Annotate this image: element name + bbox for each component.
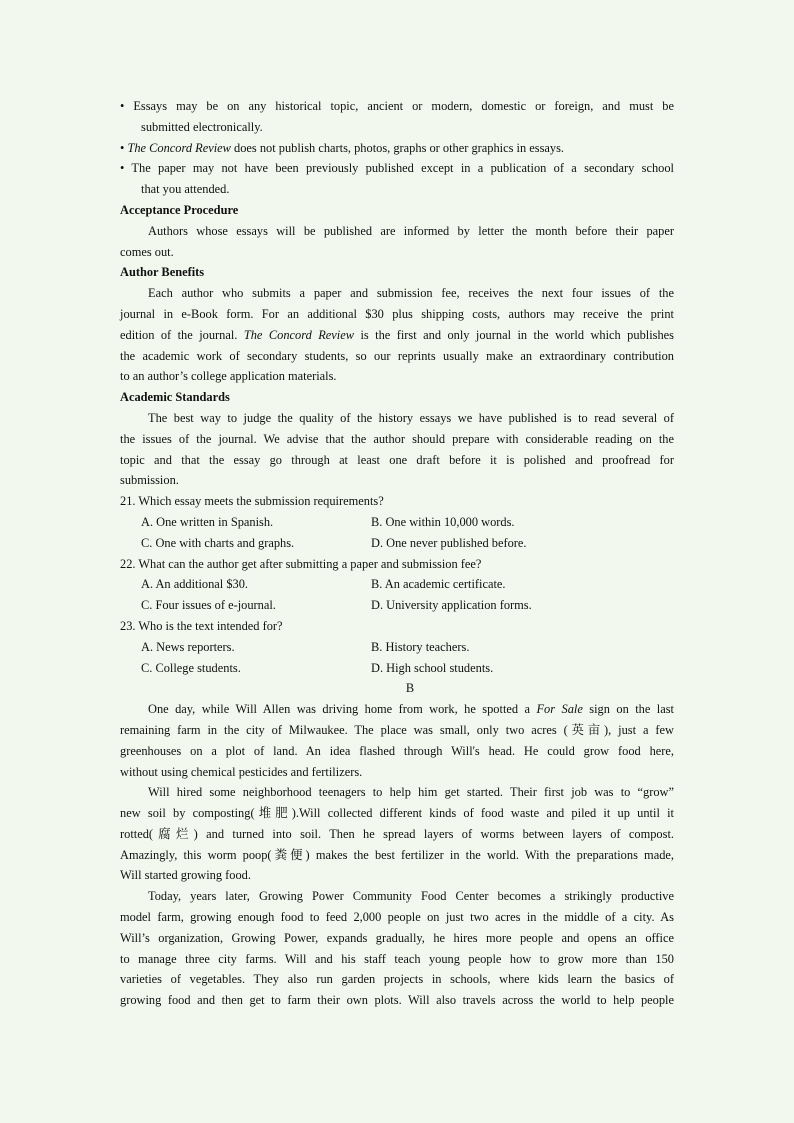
standards-line-4: submission. [120, 473, 179, 488]
passage-p3-line-2: model farm, growing enough food to feed 2,000 people on just two acres in the middle of a city. As [120, 910, 674, 925]
acceptance-line-2: comes out. [120, 244, 174, 259]
option-row [120, 637, 674, 658]
passage-p1-line-2: remaining farm in the city of Milwaukee. The place was small, only two acres (英亩), just a few [120, 722, 674, 737]
option-c: C. College students. [141, 660, 241, 675]
option-b: B. An academic certificate. [371, 577, 506, 592]
for-sale-text: For Sale [536, 702, 583, 717]
passage-p3-line-3: Will’s organization, Growing Power, expands gradually, he hires more people and opens an office [120, 930, 674, 945]
passage-p3-line-6: growing food and then get to farm their own plots. Will also travels across the world to help people [120, 993, 674, 1008]
heading-acceptance: Acceptance Procedure [120, 202, 239, 217]
question-23 [120, 616, 674, 678]
bullet-2: • The Concord Review does not publish charts, photos, graphs or other graphics in essays. [120, 140, 565, 155]
standards-line-3: topic and that the essay go through at least one draft before it is polished and proofread for [120, 452, 674, 467]
question-22 [120, 554, 674, 616]
journal-title: The Concord Review [127, 140, 231, 155]
question-stem: 22. What can the author get after submitting a paper and submission fee? [120, 556, 482, 571]
section-label-b: B [405, 681, 415, 696]
option-c: C. Four issues of e-journal. [141, 598, 276, 613]
option-d: D. University application forms. [371, 598, 532, 613]
document-page [120, 96, 674, 1011]
option-row [120, 512, 674, 533]
option-c: C. One with charts and graphs. [141, 535, 295, 550]
passage-p3-line-1: Today, years later, Growing Power Community Food Center becomes a strikingly productive [148, 889, 674, 904]
passage-p3-line-5: varieties of vegetables. They also run garden projects in schools, where kids learn the basics of [120, 972, 674, 987]
option-row [120, 595, 674, 616]
passage-p1-line-3: greenhouses on a plot of land. An idea flashed through Will's head. He could grow food here, [120, 743, 674, 758]
heading-benefits: Author Benefits [120, 265, 205, 280]
option-d: D. One never published before. [371, 535, 527, 550]
benefits-line-5: to an author’s college application materials. [120, 369, 337, 384]
passage-p2-line-1: Will hired some neighborhood teenagers to help him get started. Their first job was to “grow” [148, 785, 674, 800]
passage-p1-line-4: without using chemical pesticides and fertilizers. [120, 764, 363, 779]
option-d: D. High school students. [371, 660, 494, 675]
option-b: B. History teachers. [371, 639, 470, 654]
option-a: A. An additional $30. [141, 577, 249, 592]
passage-p2-line-4: Amazingly, this worm poop(粪便) makes the best fertilizer in the world. With the preparations made, [120, 847, 674, 862]
bullet-1-line-1: • Essays may be on any historical topic, ancient or modern, domestic or foreign, and must be [120, 99, 674, 113]
benefits-line-1: Each author who submits a paper and submission fee, receives the next four issues of the [148, 286, 674, 301]
benefits-line-3: edition of the journal. The Concord Review is the first and only journal in the world which publishes [120, 327, 674, 342]
bullet-1-line-2: submitted electronically. [141, 119, 263, 134]
question-21 [120, 491, 674, 553]
benefits-line-2: journal in e-Book form. For an additional $30 plus shipping costs, authors may receive the print [120, 306, 674, 321]
benefits-line-4: the academic work of secondary students, so our reprints usually make an extraordinary contribution [120, 348, 674, 363]
option-row [120, 574, 674, 595]
option-b: B. One within 10,000 words. [371, 514, 515, 529]
journal-title: The Concord Review [243, 327, 354, 342]
option-a: A. News reporters. [141, 639, 235, 654]
passage-p2-line-5: Will started growing food. [120, 868, 251, 883]
bullet-3-line-1: • The paper may not have been previously published except in a publication of a secondary school [120, 161, 674, 176]
passage-p3-line-4: to manage three city farms. Will and his staff teach young people how to grow more than 150 [120, 951, 674, 966]
passage-p1-line-1: One day, while Will Allen was driving home from work, he spotted a For Sale sign on the last [148, 702, 674, 717]
option-a: A. One written in Spanish. [141, 514, 274, 529]
bullet-3-line-2: that you attended. [141, 182, 230, 197]
question-stem: 21. Which essay meets the submission requirements? [120, 494, 384, 509]
heading-standards: Academic Standards [120, 390, 230, 405]
standards-line-2: the issues of the journal. We advise that the author should prepare with considerable reading on the [120, 431, 674, 446]
option-row [120, 533, 674, 554]
passage-p2-line-3: rotted(腐烂) and turned into soil. Then he spread layers of worms between layers of compost. [120, 826, 674, 841]
question-stem: 23. Who is the text intended for? [120, 618, 283, 633]
passage-p2-line-2: new soil by composting(堆肥).Will collected different kinds of food waste and piled it up until it [120, 806, 674, 821]
option-row [120, 658, 674, 679]
acceptance-line-1: Authors whose essays will be published are informed by letter the month before their paper [148, 223, 674, 238]
standards-line-1: The best way to judge the quality of the history essays we have published is to read several of [148, 410, 674, 425]
